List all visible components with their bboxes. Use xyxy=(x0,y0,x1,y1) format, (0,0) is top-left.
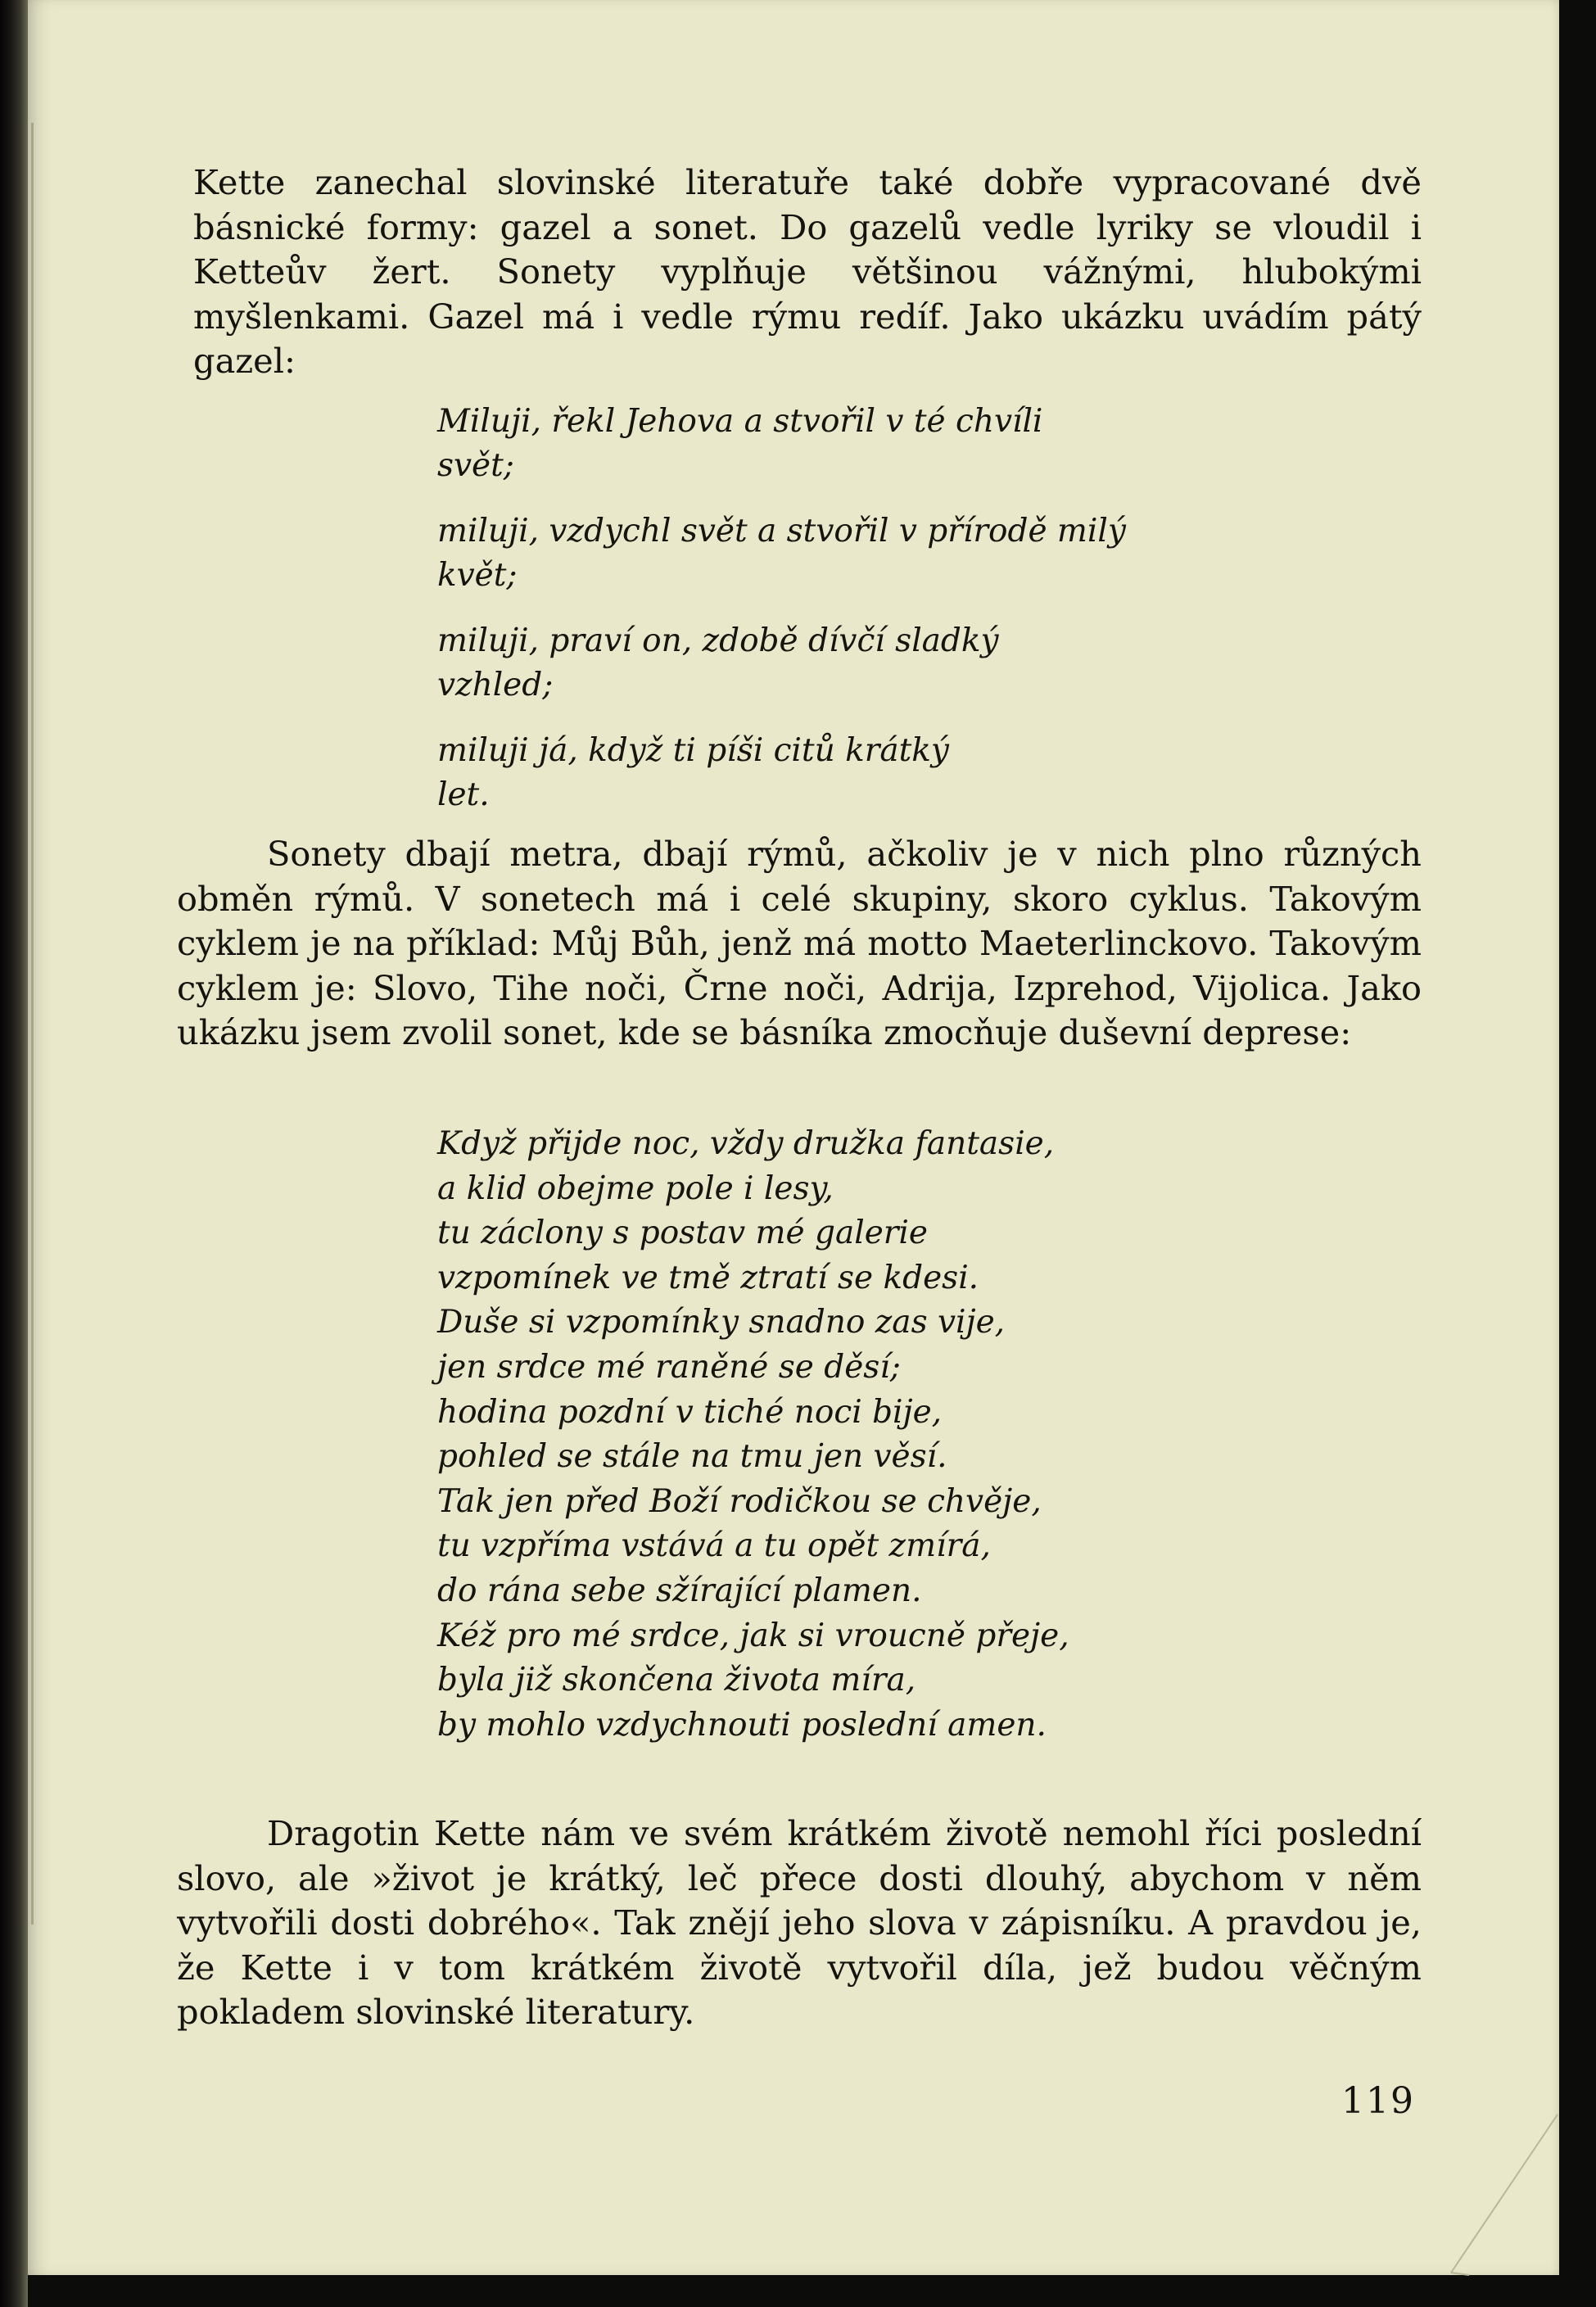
page-edge-line xyxy=(31,123,34,1925)
sonnet-poem xyxy=(437,1122,1174,1748)
paragraph-intro-text: Kette zanechal slovinské literatuře také dobře vypracované dvě básnické formy: gazel a sonet. Do gazelů vedle lyriky se vloudil i Ketteův žert. Sonety vyplňuje většinou vážnými, hlubokými myšlenkami. Gazel má i vedle rýmu redíf. Jako ukázku uvádím pátý gazel: xyxy=(193,162,1422,381)
sonnet-line: pohled se stále na tmu jen věsí. xyxy=(437,1438,947,1476)
gazel-couplet xyxy=(437,619,1174,708)
sonnet-line: Tak jen před Boží rodičkou se chvěje, xyxy=(437,1482,1042,1520)
book-page xyxy=(28,0,1559,2275)
page-corner-crease xyxy=(1445,2113,1559,2277)
gazel-line: miluji, praví on, zdobě dívčí sladký xyxy=(437,622,999,659)
sonnet-line: jen srdce mé raněné se děsí; xyxy=(437,1348,901,1386)
gazel-line: Miluji, řekl Jehova a stvořil v té chvíli xyxy=(437,403,1043,440)
paragraph-conclusion xyxy=(177,1812,1422,2035)
gazel-line: vzhled; xyxy=(437,667,554,703)
gazel-line: let. xyxy=(437,776,490,813)
book-binding xyxy=(0,0,28,2307)
sonnet-line: Duše si vzpomínky snadno zas vije, xyxy=(437,1304,1006,1341)
sonnet-line: byla již skončena života míra, xyxy=(437,1662,916,1699)
sonnet-line: hodina pozdní v tiché noci bije, xyxy=(437,1393,943,1431)
gazel-couplet xyxy=(437,729,1174,817)
sonnet-line: Když přijde noc, vždy družka fantasie, xyxy=(437,1125,1055,1162)
sonnet-line: Kéž pro mé srdce, jak si vroucně přeje, xyxy=(437,1617,1069,1654)
gazel-line: svět; xyxy=(437,447,514,484)
sonnet-line: tu záclony s postav mé galerie xyxy=(437,1215,928,1252)
paragraph-intro xyxy=(193,161,1422,384)
gazel-line: květ; xyxy=(437,557,518,594)
gazel-couplet xyxy=(437,509,1174,598)
gazel-line: miluji, vzdychl svět a stvořil v přírodě milý xyxy=(437,513,1126,550)
gazel-couplet xyxy=(437,400,1174,488)
sonnet-line: do rána sebe sžírající plamen. xyxy=(437,1572,922,1609)
sonnet-line: a klid obejme pole i lesy, xyxy=(437,1169,834,1207)
gazel-line: miluji já, když ti píši citů krátký xyxy=(437,732,949,769)
sonnet-line: by mohlo vzdychnouti poslední amen. xyxy=(437,1706,1047,1744)
page-number: 119 xyxy=(1341,2080,1415,2122)
paragraph-conclusion-text: Dragotin Kette nám ve svém krátkém životě nemohl říci poslední slovo, ale »život je krátký, leč přece dosti dlouhý, abychom v něm vytvořili dosti dobrého«. Tak znějí jeho slova v zápisníku. A pravdou je, že Kette i v tom krátkém životě vytvořil díla, jež budou věčným pokladem slovinské literatury. xyxy=(177,1813,1422,2032)
paragraph-sonnets-text: Sonety dbají metra, dbají rýmů, ačkoliv je v nich plno různých obměn rýmů. V sonetech má i celé skupiny, skoro cyklus. Takovým cyklem je na příklad: Můj Bůh, jenž má motto Maeterlinckovo. Takovým cyklem je: Slovo, Tihe noči, Črne noči, Adrija, Izprehod, Vijolica. Jako ukázku jsem zvolil sonet, kde se básníka zmocňuje duševní deprese: xyxy=(177,834,1422,1052)
gazel-poem xyxy=(437,400,1174,839)
sonnet-line: vzpomínek ve tmě ztratí se kdesi. xyxy=(437,1259,979,1296)
sonnet-line: tu vzpříma vstává a tu opět zmírá, xyxy=(437,1527,991,1565)
paragraph-sonnets xyxy=(177,832,1422,1056)
